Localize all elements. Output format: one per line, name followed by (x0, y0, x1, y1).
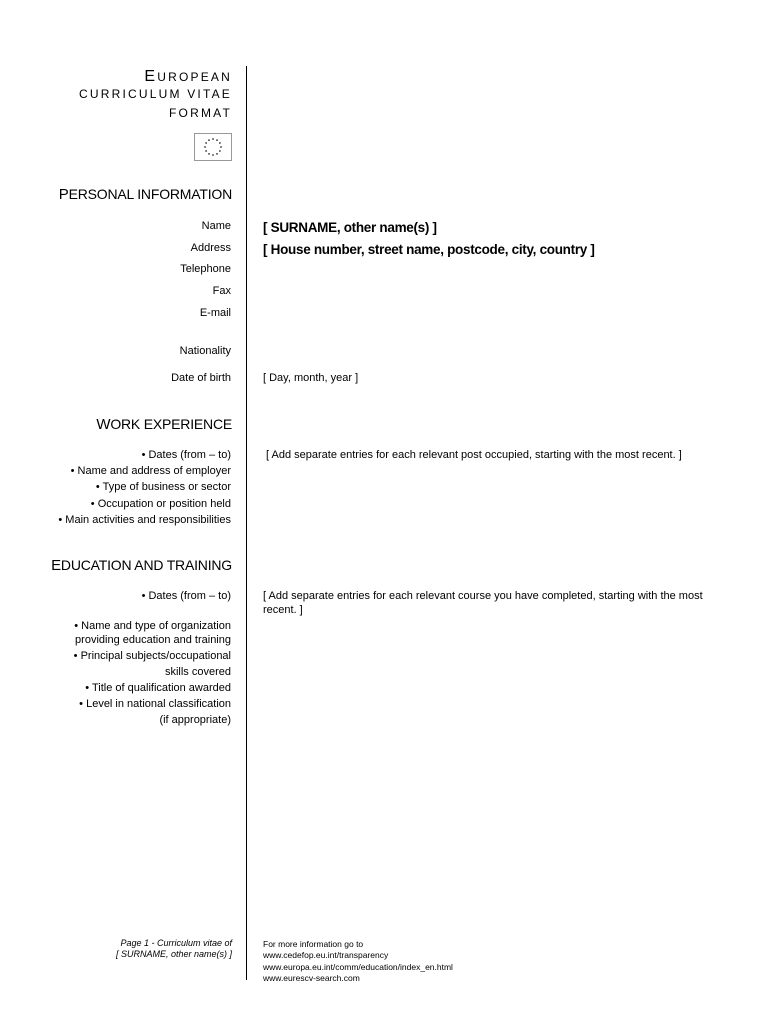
footer-link-eurescv[interactable]: www.eurescv-search.com (263, 972, 360, 983)
work-business-label: • Type of business or sector (95, 481, 231, 493)
eu-flag-icon (194, 133, 232, 161)
email-label: E-mail (199, 307, 231, 319)
work-employer-label: • Name and address of employer (70, 465, 231, 477)
personal-info-heading: PERSONAL INFORMATION (58, 186, 232, 203)
title-line-2: CURRICULUM VITAE (79, 87, 232, 101)
edu-org-label: • Name and type of organization (74, 620, 231, 632)
footer-surname-label: [ SURNAME, other name(s) ] (115, 949, 232, 959)
title-line-3: FORMAT (169, 106, 232, 120)
education-heading: EDUCATION AND TRAINING (51, 557, 232, 574)
name-value: [ SURNAME, other name(s) ] (263, 220, 437, 235)
address-label: Address (190, 242, 231, 254)
address-value: [ House number, street name, postcode, city, country ] (263, 242, 595, 257)
edu-qualification-label: • Title of qualification awarded (85, 682, 231, 694)
work-activities-label: • Main activities and responsibilities (58, 514, 231, 526)
edu-org-label-2: providing education and training (75, 634, 231, 646)
footer-link-cedefop[interactable]: www.cedefop.eu.int/transparency (263, 950, 389, 961)
work-experience-heading: WORK EXPERIENCE (96, 416, 232, 433)
name-label: Name (201, 220, 231, 232)
footer-page-label: Page 1 - Curriculum vitae of (120, 938, 232, 948)
edu-dates-label: • Dates (from – to) (141, 590, 231, 602)
page-footer-left (116, 938, 232, 960)
vertical-divider (246, 66, 247, 980)
education-note: [ Add separate entries for each relevant course you have completed, starting with the most recent. ] (263, 590, 703, 616)
title-line-1: EUROPEAN (144, 68, 232, 85)
telephone-label: Telephone (180, 263, 231, 275)
page-footer-right (263, 939, 453, 984)
dob-value: [ Day, month, year ] (263, 372, 359, 384)
work-position-label: • Occupation or position held (90, 498, 231, 510)
edu-subjects-label-2: skills covered (164, 666, 231, 678)
fax-label: Fax (212, 285, 231, 297)
edu-level-label: • Level in national classification (79, 698, 231, 710)
work-note: [ Add separate entries for each relevant post occupied, starting with the most recent. ] (266, 449, 682, 461)
dob-label: Date of birth (171, 372, 231, 384)
edu-subjects-label: • Principal subjects/occupational (73, 650, 231, 662)
footer-info-label: For more information go to (263, 939, 364, 949)
work-dates-label: • Dates (from – to) (141, 449, 231, 461)
footer-link-europa[interactable]: www.europa.eu.int/comm/education/index_en.html (263, 961, 453, 972)
edu-level-label-2: (if appropriate) (159, 714, 231, 726)
nationality-label: Nationality (179, 345, 231, 357)
